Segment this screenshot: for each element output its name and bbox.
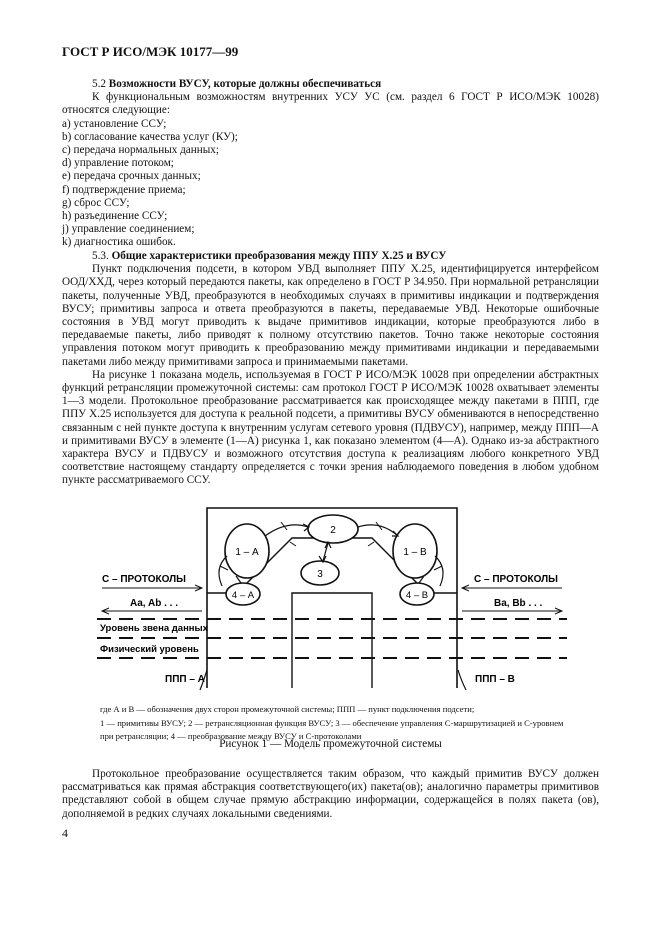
list-item: g) сброс ССУ; <box>62 196 130 209</box>
section-title: Возможности ВУСУ, которые должны обеспечиваться <box>108 78 382 90</box>
page-header: ГОСТ Р ИСО/МЭК 10177—99 <box>62 44 239 59</box>
section-heading <box>62 250 599 263</box>
capabilities-list <box>62 118 599 250</box>
arrow-2-1b <box>358 525 398 536</box>
paragraph: На рисунке 1 показана модель, используемая в ГОСТ Р ИСО/МЭК 10028 при определении абстрактных функций ретрансляции промежуточной системы: сам протокол ГОСТ Р ИСО/МЭК 10028 охватывает элементы 1—3 модели. Протокольное преобразование рассматривается как происходящее между пакетами в ППП, где ППУ Х.25 используется для доступа к реальной подсети, а примитивы ВУСУ обмениваются в непосредственно связанным с ней пункте доступа к внутренним услугам сетевого уровня (ПДВУСУ), например, между ППП—А и примитивами ВУСУ в элементе (1—А) рисунка 1, как показано элементом (4—А). Однако из-за абстрактного характера ВУСУ и ПДВУСУ и возможного отсутствия доступа к реализациям любого конкретного УВД соответствие настоящему стандарту определяется с точки зрения наблюдаемого поведения в любом удобном пункте рассматриваемого ССУ. <box>62 368 599 487</box>
section-number: 5.3. <box>92 250 109 262</box>
element-2-label: 2 <box>330 525 336 536</box>
element-4a-label: 4 – А <box>231 590 255 601</box>
section-5-3 <box>62 250 599 488</box>
arrow-1a-2 <box>265 525 308 536</box>
physical-level-label: Физический уровень <box>100 644 199 655</box>
center-block <box>292 593 372 688</box>
paragraph: Протокольное преобразование осуществляется таким образом, что каждый примитив ВУСУ должен рассматриваться как прямая абстракция соответствующего(их) пакета(ов); аналогично параметры примитивов представляют собой в общем случае прямую абстракцию информации, содержащейся в полях пакета (ов), дополняемой в редких случаях локальными сведениями. <box>62 768 599 820</box>
figure-title: Рисунок 1 — Модель промежуточной системы <box>219 738 442 750</box>
paragraph: Пункт подключения подсети, в котором УВД выполняет ППУ Х.25, идентифицируется интерфейсом ООД/ХХД, через который передаются пакеты, как определено в ГОСТ Р 34.950. При нормальной ретрансляции пакеты, полученные УВД, преобразуются в необходимых случаях в примитивы индикации и подтверждения ВУСУ; примитивы запроса и ответа преобразуются в пакеты, передаваемые УВД. Некоторые ошибочные состояния в УВД могут приводить к выдаче примитивов индикации, которые преобразуются либо в передаваемые пакеты, либо приводят к полному отсутствию пакетов. Точно также некоторые состояния управления потоком могут приводить к преобразованию между примитивами индикации и передаваемыми пакетами либо между примитивами запроса и принимаемыми пакетами. <box>62 263 599 368</box>
list-item: d) управление потоком; <box>62 157 174 170</box>
c-protocols-right-label: С – ПРОТОКОЛЫ <box>474 574 558 585</box>
c-protocols-left-label: С – ПРОТОКОЛЫ <box>102 574 186 585</box>
element-4b-label: 4 – В <box>405 590 429 601</box>
list-item: b) согласование качества услуг (КУ); <box>62 130 238 143</box>
page-number: 4 <box>62 826 68 840</box>
legend-line: 1 — примитивы ВУСУ; 2 — ретрансляционная функция ВУСУ; 3 — обеспечение управления С-маршрутизацией и С-уровнем при ретрансляции; 4 — преобразование между ВУСУ и С-протоколами <box>100 717 564 741</box>
closing-paragraph-block <box>62 768 599 821</box>
ppp-b-label: ППП – В <box>475 674 515 685</box>
element-1a-label: 1 – А <box>235 547 259 558</box>
link-level-label: Уровень звена данных <box>100 623 208 634</box>
section-number: 5.2 <box>92 78 106 90</box>
section-intro: К функциональным возможностям внутренних УСУ УС (см. раздел 6 ГОСТ Р ИСО/МЭК 10028) относятся следующие: <box>62 91 599 117</box>
figure-1-diagram <box>62 498 599 698</box>
element-1b-label: 1 – В <box>403 547 427 558</box>
ba-bb-label: Ba, Bb . . . <box>494 598 543 609</box>
section-heading <box>62 78 599 91</box>
element-3-label: 3 <box>317 569 323 580</box>
ppp-b-arrow <box>458 670 466 690</box>
list-item: c) передача нормальных данных; <box>62 144 219 157</box>
list-item: e) передача срочных данных; <box>62 170 201 183</box>
legend-line: где А и В — обозначения двух сторон промежуточной системы; ППП — пункт подключения подсети; <box>100 704 475 714</box>
list-item: f) подтверждение приема; <box>62 183 186 196</box>
list-item: h) разъединение ССУ; <box>62 210 168 223</box>
list-item: j) управление соединением; <box>62 223 195 236</box>
section-title: Общие характеристики преобразования между ППУ Х.25 и ВУСУ <box>111 250 447 262</box>
section-5-2 <box>62 78 599 250</box>
ppp-a-label: ППП – А <box>165 674 205 685</box>
aa-ab-label: Aa, Ab . . . <box>130 598 178 609</box>
list-item: a) установление ССУ; <box>62 117 167 130</box>
list-item: k) диагностика ошибок. <box>62 236 176 249</box>
